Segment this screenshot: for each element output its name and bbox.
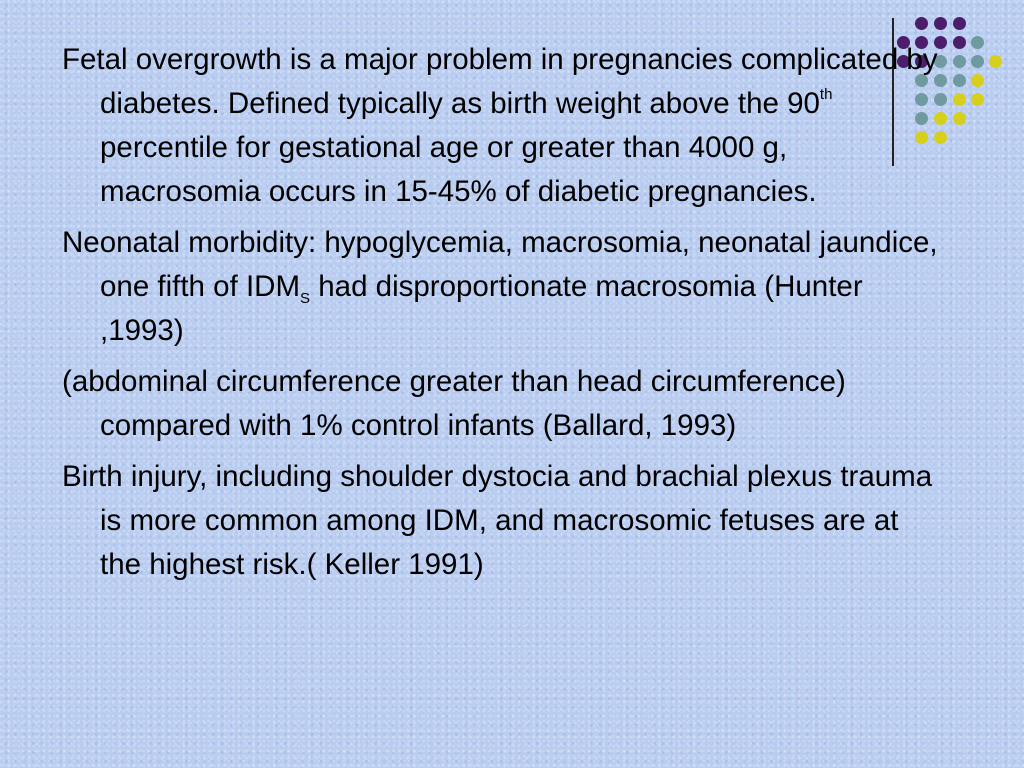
dot (953, 93, 966, 106)
dot (953, 55, 966, 68)
paragraph-abdominal-circumference: (abdominal circumference greater than head circumference) compared with 1% control infants (Ballard, 1993) (62, 365, 846, 442)
dot (953, 74, 966, 87)
paragraph-text: Fetal overgrowth is a major problem in pregnancies complicated by diabetes. Defined typically as birth weight above the 90 (62, 43, 938, 120)
dot (953, 36, 966, 49)
dot (971, 55, 984, 68)
slide-body (62, 38, 942, 594)
dot (971, 36, 984, 49)
dot (953, 17, 966, 30)
paragraph-birth-injury: Birth injury, including shoulder dystocia and brachial plexus trauma is more common among IDM, and macrosomic fetuses are at the highest risk.( Keller 1991) (62, 460, 933, 581)
paragraph-neonatal-morbidity (62, 221, 942, 353)
subscript-s: S (300, 290, 311, 307)
paragraph-fetal-overgrowth (62, 38, 942, 214)
dot (989, 55, 1002, 68)
dot (934, 17, 947, 30)
paragraph-text: percentile for gestational age or greater than 4000 g, macrosomia occurs in 15-45% of diabetic pregnancies. (100, 131, 817, 208)
dot (915, 17, 928, 30)
dot (971, 93, 984, 106)
dot (971, 74, 984, 87)
dot (953, 112, 966, 125)
paragraph-text: Neonatal morbidity: hypoglycemia, macrosomia, neonatal jaundice, one fifth of IDM (62, 226, 938, 303)
paragraph-text: had disproportionate macrosomia (Hunter ,1993) (100, 270, 863, 347)
superscript-th: th (819, 86, 833, 103)
